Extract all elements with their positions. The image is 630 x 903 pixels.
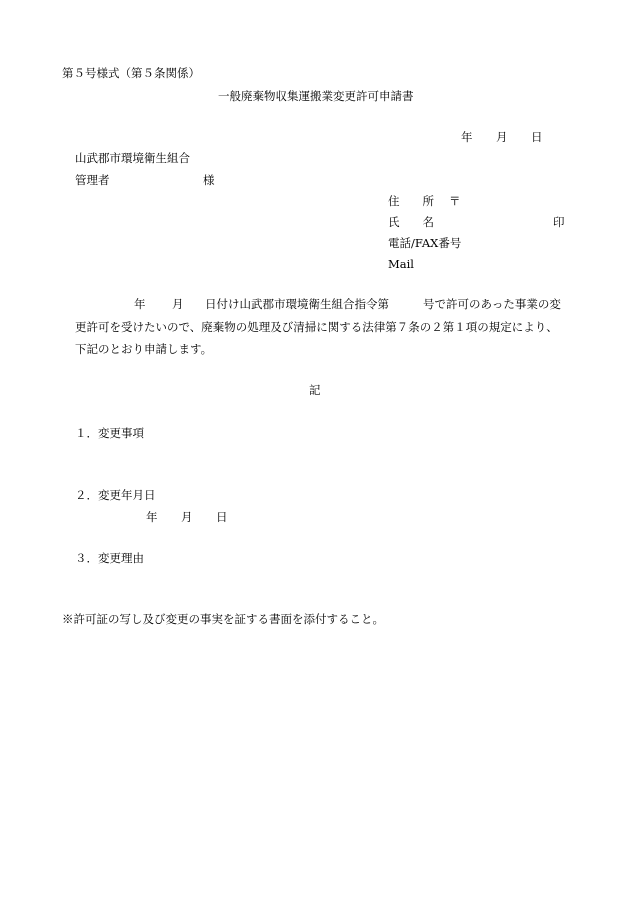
item-change-date: ２．変更年月日 — [75, 488, 156, 502]
addressee-manager-label: 管理者 — [75, 173, 110, 187]
applicant-mail-label: Mail — [388, 257, 414, 271]
applicant-name-label: 氏 名 — [388, 215, 434, 229]
item-change-matter: １．変更事項 — [75, 426, 144, 440]
postal-mark: 〒 — [449, 194, 461, 208]
date-day-label: 日 — [531, 130, 543, 144]
item-change-reason: ３．変更理由 — [75, 551, 144, 565]
item2-day-label: 日 — [216, 510, 228, 524]
attachment-note: ※許可証の写し及び変更の事実を証する書面を添付すること。 — [62, 612, 384, 626]
addressee-organization: 山武郡市環境衛生組合 — [75, 151, 190, 165]
seal-mark: 印 — [553, 215, 565, 229]
item2-month-label: 月 — [181, 510, 193, 524]
item2-year-label: 年 — [146, 510, 158, 524]
document-title: 一般廃棄物収集運搬業変更許可申請書 — [218, 89, 414, 103]
applicant-phone-label: 電話/FAX番号 — [388, 236, 462, 250]
body-line2: 更許可を受けたいので、廃棄物の処理及び清掃に関する法律第７条の２第１項の規定により、 — [75, 320, 558, 334]
body-year-label: 年 — [134, 297, 146, 311]
body-line1-text: 日付け山武郡市環境衛生組合指令第 — [205, 297, 389, 311]
date-month-label: 月 — [496, 130, 508, 144]
date-year-label: 年 — [461, 130, 473, 144]
body-line3: 下記のとおり申請します。 — [75, 342, 213, 356]
record-heading: 記 — [309, 383, 321, 397]
form-number: 第５号様式（第５条関係） — [62, 66, 200, 80]
addressee-honorific: 様 — [203, 173, 215, 187]
applicant-address-label: 住 所 — [388, 194, 434, 208]
body-month-label: 月 — [172, 297, 184, 311]
body-line1-number: 号で許可のあった事業の変 — [423, 297, 561, 311]
